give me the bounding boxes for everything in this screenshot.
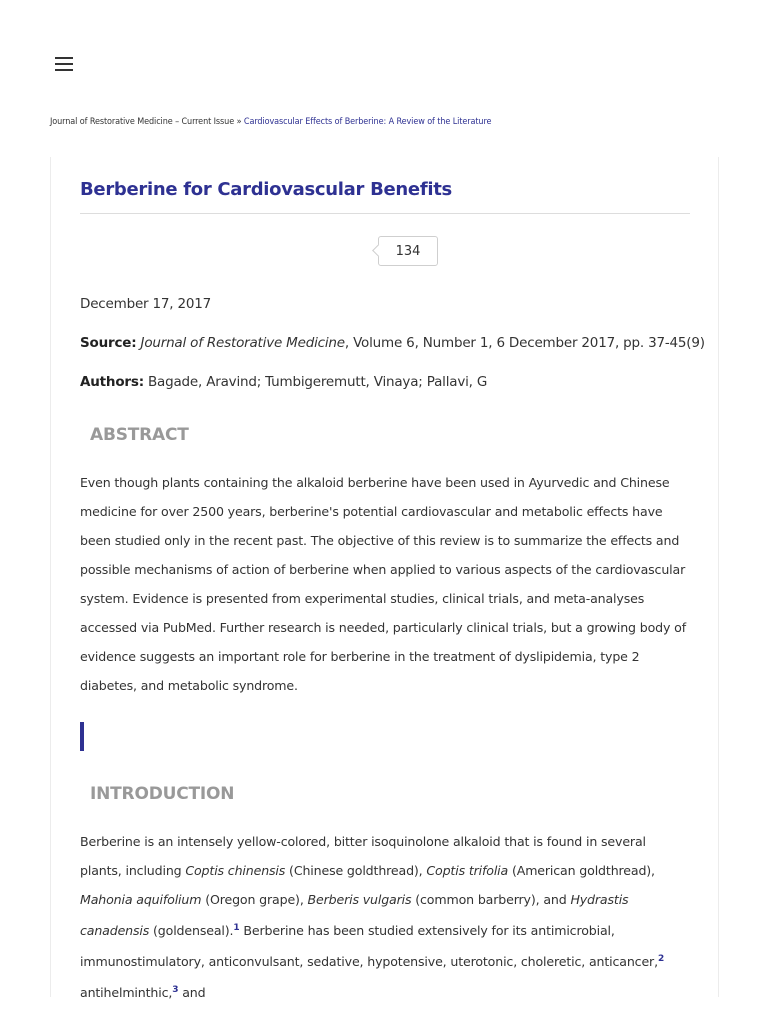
authors-label: Authors: [80, 374, 144, 390]
article-title: Berberine for Cardiovascular Benefits [80, 179, 452, 200]
breadcrumb [50, 117, 491, 127]
intro-text-8: antihelminthic, [80, 985, 173, 1001]
hamburger-menu-icon[interactable] [55, 57, 73, 73]
article-authors [80, 374, 487, 390]
article-source [80, 335, 705, 351]
species-hydrastis-canadensis: Hydrastis canadensis [80, 892, 629, 939]
intro-text-4: (Oregon grape), [201, 892, 308, 907]
intro-text-5: (common barberry), and [411, 892, 571, 907]
breadcrumb-home-link[interactable]: Journal of Restorative Medicine – Current Issue [50, 117, 235, 127]
source-details: , Volume 6, Number 1, 6 December 2017, pp. 37-45(9) [344, 335, 705, 351]
intro-text-1: Berberine is an intensely yellow-colored, bitter isoquinolone alkaloid that is found in several plants, including [80, 834, 646, 878]
abstract-paragraph: Even though plants containing the alkaloid berberine have been used in Ayurvedic and Chinese medicine for over 2500 years, berberine's potential cardiovascular and metabolic effects have been studied only in the recent past. The objective of this review is to summarize the effects and possible mechanisms of action of berberine when applied to various aspects of the cardiovascular system. Evidence is presented from experimental studies, clinical trials, and meta-analyses accessed via PubMed. Further research is needed, particularly clinical trials, but a growing body of evidence suggests an important role for berberine in the treatment of dyslipidemia, type 2 diabetes, and metabolic syndrome. [80, 475, 686, 693]
reference-link-1[interactable]: 1 [233, 923, 240, 933]
authors-list: Bagade, Aravind; Tumbigeremutt, Vinaya; Pallavi, G [147, 374, 488, 390]
intro-text-3: (American goldthread), [508, 863, 655, 878]
abstract-text [80, 468, 690, 700]
section-accent-bar [80, 722, 84, 751]
source-label: Source: [80, 335, 137, 351]
intro-text-7: Berberine has been studied extensively for its antimicrobial, immunostimulatory, anticonvulsant, sedative, hypotensive, uterotonic, choleretic, anticancer, [80, 923, 658, 970]
introduction-text [80, 827, 690, 1008]
breadcrumb-separator: » [236, 117, 242, 127]
reference-link-2[interactable]: 2 [657, 954, 665, 965]
breadcrumb-current-link[interactable]: Cardiovascular Effects of Berberine: A Review of the Literature [243, 117, 492, 127]
reference-link-3[interactable]: 3 [172, 985, 179, 996]
article-date: December 17, 2017 [80, 296, 212, 312]
title-divider [80, 213, 690, 214]
share-count-badge[interactable]: 134 [378, 236, 438, 266]
intro-text-6: (goldenseal). [149, 923, 234, 939]
introduction-paragraph [80, 827, 690, 1008]
article-card [50, 157, 719, 1001]
source-journal: Journal of Restorative Medicine [140, 335, 345, 351]
introduction-heading: INTRODUCTION [90, 784, 235, 804]
species-berberis-vulgaris: Berberis vulgaris [307, 892, 412, 907]
intro-text-2: (Chinese goldthread), [285, 863, 427, 878]
species-coptis-trifolia: Coptis trifolia [426, 863, 509, 878]
intro-text-9: and [178, 985, 206, 1001]
species-coptis-chinensis: Coptis chinensis [185, 863, 286, 878]
species-mahonia-aquifolium: Mahonia aquifolium [80, 892, 202, 907]
abstract-heading: ABSTRACT [90, 425, 189, 445]
